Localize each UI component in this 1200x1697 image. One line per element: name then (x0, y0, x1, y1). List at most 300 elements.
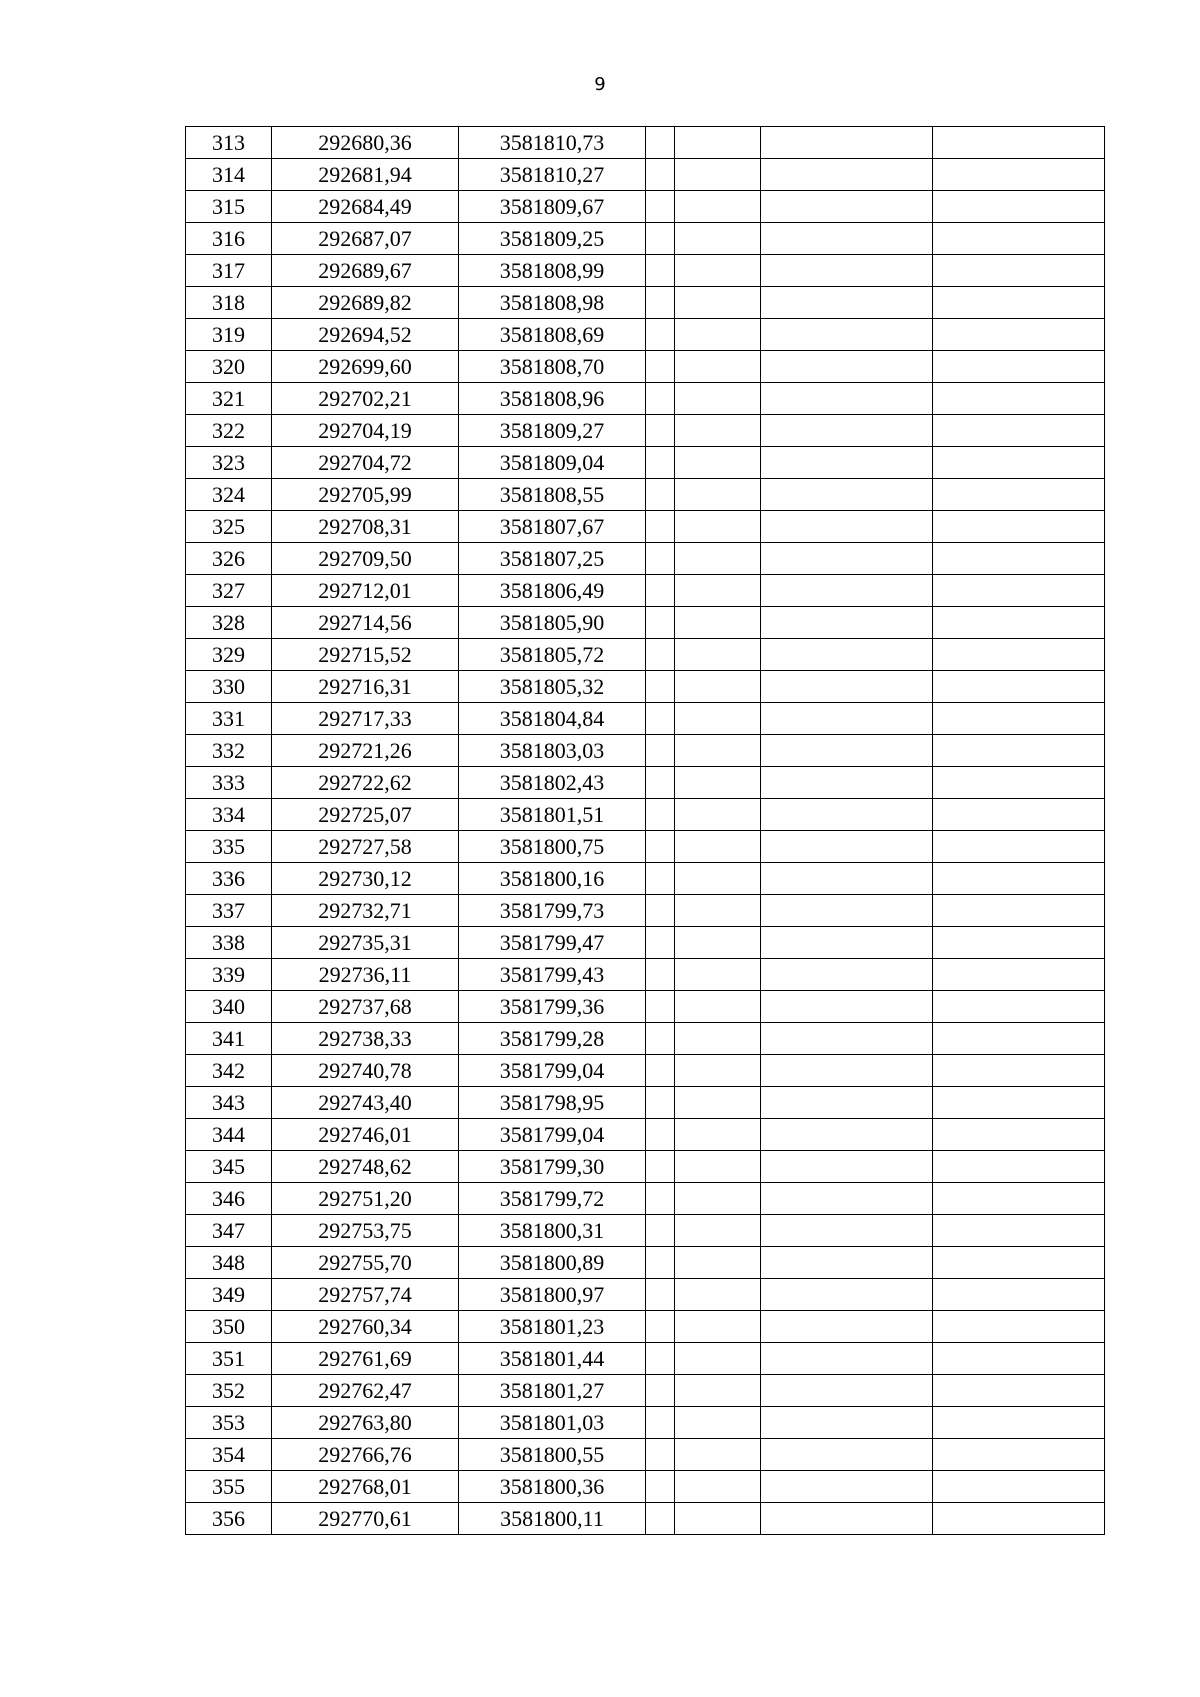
table-row (186, 991, 1105, 1023)
empty-cell (646, 1375, 675, 1407)
empty-cell (675, 895, 761, 927)
empty-cell (761, 1215, 933, 1247)
empty-cell (761, 735, 933, 767)
empty-cell (675, 479, 761, 511)
empty-cell (761, 1343, 933, 1375)
empty-cell (933, 1247, 1105, 1279)
empty-cell (646, 1311, 675, 1343)
empty-cell (933, 927, 1105, 959)
empty-cell (761, 1119, 933, 1151)
table-row (186, 895, 1105, 927)
x-coordinate-cell: 292687,07 (272, 223, 459, 255)
table-row (186, 543, 1105, 575)
table-row (186, 1119, 1105, 1151)
table-row (186, 255, 1105, 287)
x-coordinate-cell: 292757,74 (272, 1279, 459, 1311)
empty-cell (646, 543, 675, 575)
point-number-cell: 320 (186, 351, 272, 383)
empty-cell (646, 383, 675, 415)
empty-cell (646, 447, 675, 479)
empty-cell (675, 1375, 761, 1407)
page-number: 9 (594, 74, 606, 95)
empty-cell (646, 511, 675, 543)
x-coordinate-cell: 292727,58 (272, 831, 459, 863)
empty-cell (761, 479, 933, 511)
empty-cell (675, 1183, 761, 1215)
point-number-cell: 356 (186, 1503, 272, 1535)
point-number-cell: 352 (186, 1375, 272, 1407)
x-coordinate-cell: 292680,36 (272, 127, 459, 159)
empty-cell (675, 543, 761, 575)
x-coordinate-cell: 292770,61 (272, 1503, 459, 1535)
point-number-cell: 324 (186, 479, 272, 511)
y-coordinate-cell: 3581808,98 (459, 287, 646, 319)
y-coordinate-cell: 3581801,51 (459, 799, 646, 831)
point-number-cell: 329 (186, 639, 272, 671)
empty-cell (761, 191, 933, 223)
point-number-cell: 343 (186, 1087, 272, 1119)
empty-cell (675, 1151, 761, 1183)
point-number-cell: 338 (186, 927, 272, 959)
table-row (186, 831, 1105, 863)
empty-cell (646, 1023, 675, 1055)
x-coordinate-cell: 292762,47 (272, 1375, 459, 1407)
empty-cell (933, 351, 1105, 383)
empty-cell (933, 1311, 1105, 1343)
empty-cell (933, 1087, 1105, 1119)
empty-cell (646, 895, 675, 927)
empty-cell (646, 1151, 675, 1183)
empty-cell (646, 735, 675, 767)
y-coordinate-cell: 3581807,67 (459, 511, 646, 543)
empty-cell (933, 1055, 1105, 1087)
table-row (186, 1471, 1105, 1503)
point-number-cell: 333 (186, 767, 272, 799)
y-coordinate-cell: 3581803,03 (459, 735, 646, 767)
empty-cell (933, 1215, 1105, 1247)
empty-cell (675, 831, 761, 863)
point-number-cell: 351 (186, 1343, 272, 1375)
table-row (186, 639, 1105, 671)
y-coordinate-cell: 3581799,47 (459, 927, 646, 959)
empty-cell (675, 415, 761, 447)
empty-cell (646, 1439, 675, 1471)
point-number-cell: 323 (186, 447, 272, 479)
table-row (186, 735, 1105, 767)
empty-cell (675, 959, 761, 991)
table-row (186, 767, 1105, 799)
empty-cell (761, 383, 933, 415)
empty-cell (933, 1023, 1105, 1055)
point-number-cell: 322 (186, 415, 272, 447)
empty-cell (761, 1375, 933, 1407)
y-coordinate-cell: 3581809,25 (459, 223, 646, 255)
empty-cell (761, 1023, 933, 1055)
empty-cell (933, 799, 1105, 831)
y-coordinate-cell: 3581799,72 (459, 1183, 646, 1215)
x-coordinate-cell: 292760,34 (272, 1311, 459, 1343)
empty-cell (646, 351, 675, 383)
empty-cell (761, 1279, 933, 1311)
y-coordinate-cell: 3581801,27 (459, 1375, 646, 1407)
empty-cell (933, 479, 1105, 511)
empty-cell (646, 607, 675, 639)
empty-cell (675, 223, 761, 255)
empty-cell (646, 863, 675, 895)
empty-cell (933, 1343, 1105, 1375)
empty-cell (646, 671, 675, 703)
table-row (186, 1247, 1105, 1279)
empty-cell (646, 927, 675, 959)
empty-cell (933, 863, 1105, 895)
x-coordinate-cell: 292730,12 (272, 863, 459, 895)
empty-cell (933, 159, 1105, 191)
point-number-cell: 346 (186, 1183, 272, 1215)
table-row (186, 1311, 1105, 1343)
empty-cell (761, 703, 933, 735)
empty-cell (933, 991, 1105, 1023)
empty-cell (646, 991, 675, 1023)
x-coordinate-cell: 292699,60 (272, 351, 459, 383)
empty-cell (646, 479, 675, 511)
point-number-cell: 337 (186, 895, 272, 927)
y-coordinate-cell: 3581808,99 (459, 255, 646, 287)
y-coordinate-cell: 3581798,95 (459, 1087, 646, 1119)
empty-cell (675, 191, 761, 223)
y-coordinate-cell: 3581810,27 (459, 159, 646, 191)
empty-cell (933, 1279, 1105, 1311)
x-coordinate-cell: 292761,69 (272, 1343, 459, 1375)
empty-cell (646, 159, 675, 191)
empty-cell (761, 607, 933, 639)
point-number-cell: 339 (186, 959, 272, 991)
empty-cell (675, 1279, 761, 1311)
empty-cell (646, 127, 675, 159)
point-number-cell: 355 (186, 1471, 272, 1503)
y-coordinate-cell: 3581799,04 (459, 1055, 646, 1087)
y-coordinate-cell: 3581808,96 (459, 383, 646, 415)
empty-cell (933, 1439, 1105, 1471)
x-coordinate-cell: 292740,78 (272, 1055, 459, 1087)
x-coordinate-cell: 292681,94 (272, 159, 459, 191)
empty-cell (646, 319, 675, 351)
table-row (186, 511, 1105, 543)
empty-cell (761, 1247, 933, 1279)
x-coordinate-cell: 292704,19 (272, 415, 459, 447)
y-coordinate-cell: 3581805,72 (459, 639, 646, 671)
empty-cell (646, 255, 675, 287)
empty-cell (761, 767, 933, 799)
table-row (186, 959, 1105, 991)
empty-cell (933, 415, 1105, 447)
empty-cell (933, 959, 1105, 991)
point-number-cell: 325 (186, 511, 272, 543)
empty-cell (761, 1151, 933, 1183)
x-coordinate-cell: 292738,33 (272, 1023, 459, 1055)
x-coordinate-cell: 292712,01 (272, 575, 459, 607)
table-row (186, 1343, 1105, 1375)
point-number-cell: 330 (186, 671, 272, 703)
empty-cell (675, 703, 761, 735)
empty-cell (933, 639, 1105, 671)
empty-cell (761, 927, 933, 959)
empty-cell (933, 1503, 1105, 1535)
empty-cell (646, 287, 675, 319)
x-coordinate-cell: 292751,20 (272, 1183, 459, 1215)
y-coordinate-cell: 3581799,28 (459, 1023, 646, 1055)
empty-cell (933, 831, 1105, 863)
empty-cell (675, 1055, 761, 1087)
empty-cell (761, 831, 933, 863)
empty-cell (761, 287, 933, 319)
empty-cell (933, 511, 1105, 543)
table-row (186, 223, 1105, 255)
x-coordinate-cell: 292704,72 (272, 447, 459, 479)
point-number-cell: 316 (186, 223, 272, 255)
table-row (186, 1151, 1105, 1183)
x-coordinate-cell: 292721,26 (272, 735, 459, 767)
x-coordinate-cell: 292753,75 (272, 1215, 459, 1247)
empty-cell (761, 1087, 933, 1119)
table-row (186, 287, 1105, 319)
empty-cell (933, 735, 1105, 767)
table-row (186, 191, 1105, 223)
point-number-cell: 313 (186, 127, 272, 159)
empty-cell (761, 1503, 933, 1535)
x-coordinate-cell: 292694,52 (272, 319, 459, 351)
point-number-cell: 344 (186, 1119, 272, 1151)
empty-cell (761, 639, 933, 671)
empty-cell (675, 1311, 761, 1343)
empty-cell (761, 1471, 933, 1503)
empty-cell (933, 223, 1105, 255)
empty-cell (933, 1375, 1105, 1407)
point-number-cell: 354 (186, 1439, 272, 1471)
point-number-cell: 314 (186, 159, 272, 191)
x-coordinate-cell: 292702,21 (272, 383, 459, 415)
empty-cell (933, 1151, 1105, 1183)
empty-cell (646, 415, 675, 447)
table-row (186, 1087, 1105, 1119)
y-coordinate-cell: 3581805,32 (459, 671, 646, 703)
y-coordinate-cell: 3581809,67 (459, 191, 646, 223)
empty-cell (646, 1471, 675, 1503)
x-coordinate-cell: 292722,62 (272, 767, 459, 799)
x-coordinate-cell: 292746,01 (272, 1119, 459, 1151)
empty-cell (675, 1247, 761, 1279)
empty-cell (675, 1119, 761, 1151)
empty-cell (675, 383, 761, 415)
table-row (186, 383, 1105, 415)
empty-cell (761, 991, 933, 1023)
y-coordinate-cell: 3581808,69 (459, 319, 646, 351)
point-number-cell: 350 (186, 1311, 272, 1343)
table-row (186, 479, 1105, 511)
empty-cell (761, 543, 933, 575)
x-coordinate-cell: 292763,80 (272, 1407, 459, 1439)
empty-cell (675, 1087, 761, 1119)
x-coordinate-cell: 292725,07 (272, 799, 459, 831)
empty-cell (675, 927, 761, 959)
table-row (186, 927, 1105, 959)
point-number-cell: 334 (186, 799, 272, 831)
point-number-cell: 328 (186, 607, 272, 639)
empty-cell (646, 575, 675, 607)
table-row (186, 415, 1105, 447)
y-coordinate-cell: 3581799,73 (459, 895, 646, 927)
point-number-cell: 331 (186, 703, 272, 735)
empty-cell (761, 255, 933, 287)
x-coordinate-cell: 292714,56 (272, 607, 459, 639)
y-coordinate-cell: 3581800,36 (459, 1471, 646, 1503)
x-coordinate-cell: 292689,82 (272, 287, 459, 319)
point-number-cell: 342 (186, 1055, 272, 1087)
x-coordinate-cell: 292708,31 (272, 511, 459, 543)
empty-cell (761, 1055, 933, 1087)
empty-cell (933, 1183, 1105, 1215)
empty-cell (646, 1055, 675, 1087)
empty-cell (646, 223, 675, 255)
y-coordinate-cell: 3581800,75 (459, 831, 646, 863)
y-coordinate-cell: 3581806,49 (459, 575, 646, 607)
empty-cell (761, 159, 933, 191)
x-coordinate-cell: 292755,70 (272, 1247, 459, 1279)
point-number-cell: 336 (186, 863, 272, 895)
table-row (186, 1183, 1105, 1215)
empty-cell (933, 127, 1105, 159)
empty-cell (761, 319, 933, 351)
empty-cell (933, 1471, 1105, 1503)
point-number-cell: 348 (186, 1247, 272, 1279)
empty-cell (675, 1407, 761, 1439)
empty-cell (675, 287, 761, 319)
x-coordinate-cell: 292748,62 (272, 1151, 459, 1183)
empty-cell (675, 127, 761, 159)
empty-cell (761, 415, 933, 447)
y-coordinate-cell: 3581800,16 (459, 863, 646, 895)
point-number-cell: 326 (186, 543, 272, 575)
empty-cell (646, 1215, 675, 1247)
y-coordinate-cell: 3581801,23 (459, 1311, 646, 1343)
empty-cell (675, 863, 761, 895)
point-number-cell: 332 (186, 735, 272, 767)
empty-cell (933, 255, 1105, 287)
point-number-cell: 353 (186, 1407, 272, 1439)
point-number-cell: 317 (186, 255, 272, 287)
y-coordinate-cell: 3581805,90 (459, 607, 646, 639)
empty-cell (675, 1023, 761, 1055)
point-number-cell: 347 (186, 1215, 272, 1247)
empty-cell (646, 831, 675, 863)
empty-cell (675, 799, 761, 831)
y-coordinate-cell: 3581800,55 (459, 1439, 646, 1471)
empty-cell (675, 575, 761, 607)
table-row (186, 1055, 1105, 1087)
x-coordinate-cell: 292768,01 (272, 1471, 459, 1503)
coordinates-table-body (186, 127, 1105, 1535)
empty-cell (761, 511, 933, 543)
x-coordinate-cell: 292743,40 (272, 1087, 459, 1119)
empty-cell (646, 1407, 675, 1439)
point-number-cell: 327 (186, 575, 272, 607)
empty-cell (675, 671, 761, 703)
table-row (186, 1215, 1105, 1247)
empty-cell (761, 223, 933, 255)
x-coordinate-cell: 292736,11 (272, 959, 459, 991)
x-coordinate-cell: 292709,50 (272, 543, 459, 575)
y-coordinate-cell: 3581799,04 (459, 1119, 646, 1151)
empty-cell (761, 1311, 933, 1343)
table-row (186, 1407, 1105, 1439)
point-number-cell: 335 (186, 831, 272, 863)
empty-cell (675, 511, 761, 543)
table-row (186, 319, 1105, 351)
x-coordinate-cell: 292716,31 (272, 671, 459, 703)
point-number-cell: 318 (186, 287, 272, 319)
x-coordinate-cell: 292715,52 (272, 639, 459, 671)
table-row (186, 1503, 1105, 1535)
empty-cell (933, 383, 1105, 415)
empty-cell (933, 319, 1105, 351)
empty-cell (675, 991, 761, 1023)
empty-cell (675, 159, 761, 191)
empty-cell (761, 351, 933, 383)
empty-cell (761, 863, 933, 895)
empty-cell (933, 671, 1105, 703)
empty-cell (646, 1343, 675, 1375)
y-coordinate-cell: 3581801,03 (459, 1407, 646, 1439)
y-coordinate-cell: 3581800,97 (459, 1279, 646, 1311)
empty-cell (933, 767, 1105, 799)
empty-cell (646, 639, 675, 671)
empty-cell (933, 1407, 1105, 1439)
table-row (186, 127, 1105, 159)
empty-cell (646, 767, 675, 799)
y-coordinate-cell: 3581809,27 (459, 415, 646, 447)
y-coordinate-cell: 3581804,84 (459, 703, 646, 735)
table-row (186, 607, 1105, 639)
table-row (186, 575, 1105, 607)
empty-cell (675, 351, 761, 383)
y-coordinate-cell: 3581799,36 (459, 991, 646, 1023)
x-coordinate-cell: 292735,31 (272, 927, 459, 959)
empty-cell (646, 1503, 675, 1535)
y-coordinate-cell: 3581807,25 (459, 543, 646, 575)
empty-cell (761, 127, 933, 159)
empty-cell (675, 767, 761, 799)
empty-cell (646, 1183, 675, 1215)
x-coordinate-cell: 292705,99 (272, 479, 459, 511)
empty-cell (646, 1087, 675, 1119)
y-coordinate-cell: 3581799,43 (459, 959, 646, 991)
table-row (186, 1439, 1105, 1471)
empty-cell (761, 447, 933, 479)
point-number-cell: 315 (186, 191, 272, 223)
y-coordinate-cell: 3581800,31 (459, 1215, 646, 1247)
table-row (186, 703, 1105, 735)
table-row (186, 447, 1105, 479)
y-coordinate-cell: 3581809,04 (459, 447, 646, 479)
empty-cell (646, 799, 675, 831)
empty-cell (761, 1407, 933, 1439)
table-row (186, 159, 1105, 191)
empty-cell (761, 799, 933, 831)
table-row (186, 1375, 1105, 1407)
y-coordinate-cell: 3581801,44 (459, 1343, 646, 1375)
empty-cell (646, 1119, 675, 1151)
empty-cell (761, 895, 933, 927)
empty-cell (675, 1439, 761, 1471)
